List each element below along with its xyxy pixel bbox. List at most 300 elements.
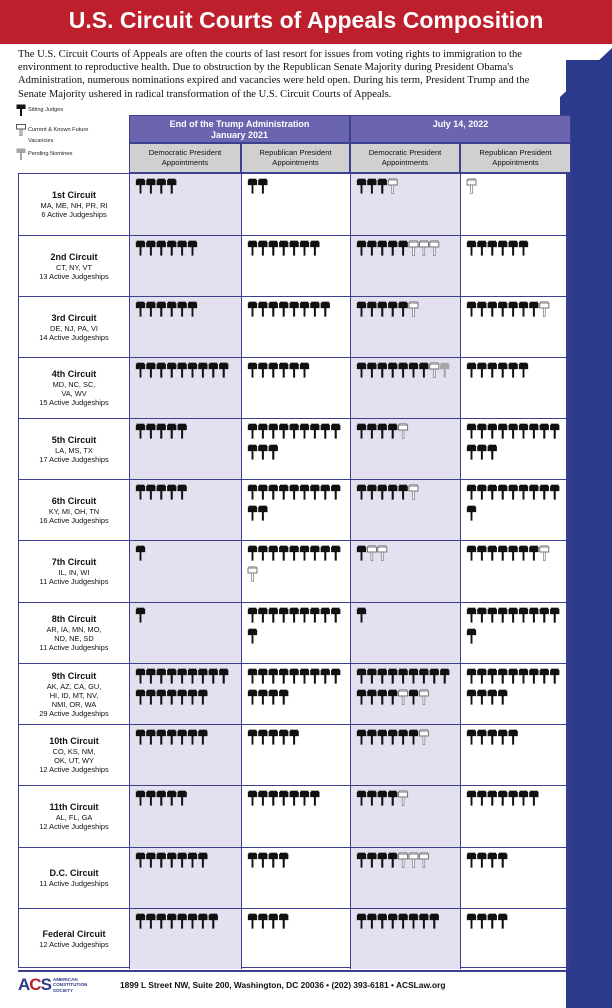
sitting-judge-gavel [269, 302, 278, 317]
sitting-judge-gavel [258, 853, 267, 868]
cell-jan2021-rep [242, 480, 351, 540]
circuit-row [19, 235, 568, 296]
cell-jan2021-rep [242, 174, 351, 235]
sitting-judge-gavel [269, 730, 278, 745]
sitting-judge-gavel [550, 608, 559, 623]
sitting-judge-gavel [357, 485, 366, 500]
sitting-judge-gavel [477, 730, 486, 745]
legend-pending [16, 148, 72, 160]
sitting-judge-gavel [519, 791, 528, 806]
sitting-judge-gavel [550, 669, 559, 684]
sitting-judge-gavel [509, 608, 518, 623]
sitting-judge-gavel [388, 669, 397, 684]
sitting-judge-gavel [367, 730, 376, 745]
sitting-judge-gavel [136, 485, 145, 500]
cell-jul2022-dem [351, 541, 461, 602]
sitting-judge-gavel [430, 669, 439, 684]
header-period-trump-label: End of the Trump Administration [169, 119, 310, 129]
sitting-judge-gavel [367, 791, 376, 806]
sitting-judge-gavel [290, 669, 299, 684]
judge-gavels [130, 419, 242, 480]
sitting-judge-gavel [248, 506, 257, 521]
sitting-judge-gavel [321, 485, 330, 500]
sitting-judge-gavel [279, 424, 288, 439]
sitting-judge-gavel [467, 546, 476, 561]
circuit-name: Federal Circuit [42, 929, 106, 939]
sitting-judge-gavel [367, 914, 376, 929]
sitting-judge-gavel [209, 363, 218, 378]
sitting-judge-gavel [219, 363, 228, 378]
sitting-judge-gavel [279, 669, 288, 684]
vacancy-gavel [419, 730, 428, 745]
sitting-judge-gavel [488, 363, 497, 378]
sitting-judge-gavel [419, 363, 428, 378]
sitting-judge-gavel [399, 485, 408, 500]
circuit-label [19, 236, 130, 296]
sitting-judge-gavel [529, 669, 538, 684]
sitting-judge-gavel [550, 485, 559, 500]
judge-gavels [351, 174, 461, 235]
vacancy-gavel [409, 302, 418, 317]
circuit-label [19, 848, 130, 908]
sitting-judge-gavel [279, 302, 288, 317]
sitting-judge-gavel [248, 791, 257, 806]
sitting-judge-gavel [258, 914, 267, 929]
judge-gavels [351, 236, 461, 297]
sitting-judge-gavel [498, 730, 507, 745]
sitting-judge-gavel [357, 179, 366, 194]
sitting-judge-gavel [357, 914, 366, 929]
sitting-judge-gavel [357, 363, 366, 378]
sitting-judge-gavel [477, 669, 486, 684]
cell-jul2022-rep [461, 236, 568, 296]
cell-jan2021-rep [242, 725, 351, 785]
cell-jan2021-dem [130, 358, 242, 418]
sitting-judge-gavel [157, 241, 166, 256]
judge-gavels [130, 297, 242, 358]
judge-gavels [130, 174, 242, 235]
sitting-judge-gavel [378, 690, 387, 705]
sitting-judge-gavel [290, 485, 299, 500]
sitting-judge-gavel [146, 485, 155, 500]
sitting-judge-gavel [357, 608, 366, 623]
sitting-judge-gavel [321, 669, 330, 684]
sitting-judge-gavel [357, 853, 366, 868]
circuit-judgeships: 16 Active Judgeships [39, 515, 109, 525]
sitting-judge-gavel [477, 690, 486, 705]
judge-gavels [461, 236, 568, 297]
judge-gavels [461, 541, 568, 603]
sitting-judge-gavel [157, 791, 166, 806]
sitting-judge-gavel [519, 608, 528, 623]
header-period-trump [129, 115, 350, 143]
sitting-judge-gavel [290, 424, 299, 439]
sitting-judge-gavel [467, 730, 476, 745]
title-bar [0, 0, 612, 44]
sitting-judge-gavel [300, 791, 309, 806]
vacancy-gavel [430, 363, 439, 378]
sitting-judge-gavel [136, 669, 145, 684]
sitting-judge-gavel [157, 302, 166, 317]
sitting-judge-gavel [167, 241, 176, 256]
vacancy-gavel [409, 853, 418, 868]
sitting-judge-gavel [467, 506, 476, 521]
sitting-judge-gavel [188, 914, 197, 929]
sitting-judge-gavel [467, 853, 476, 868]
sitting-judge-gavel [467, 363, 476, 378]
judge-gavels [461, 664, 568, 725]
sitting-judge-gavel [540, 424, 549, 439]
sitting-judge-gavel [136, 853, 145, 868]
cell-jul2022-rep [461, 664, 568, 724]
judge-gavels [130, 236, 242, 297]
judge-gavels [351, 664, 461, 725]
circuit-name: 1st Circuit [51, 190, 96, 200]
judge-gavels [461, 848, 568, 909]
header-period-current [350, 115, 571, 143]
judge-gavels [242, 541, 351, 603]
gavel-icon [16, 104, 26, 116]
sitting-judge-gavel [498, 791, 507, 806]
judge-gavels [461, 725, 568, 786]
sitting-judge-gavel [178, 424, 187, 439]
sitting-judge-gavel [498, 363, 507, 378]
sitting-judge-gavel [509, 302, 518, 317]
composition-table [18, 173, 570, 968]
sitting-judge-gavel [378, 853, 387, 868]
cell-jul2022-dem [351, 786, 461, 847]
cell-jan2021-rep [242, 848, 351, 908]
sitting-judge-gavel [290, 241, 299, 256]
sitting-judge-gavel [136, 424, 145, 439]
sitting-judge-gavel [550, 424, 559, 439]
sitting-judge-gavel [300, 302, 309, 317]
sitting-judge-gavel [378, 730, 387, 745]
cell-jan2021-dem [130, 725, 242, 785]
judge-gavels [242, 603, 351, 664]
circuit-row [19, 479, 568, 540]
legend-pending-label: Pending Nominee [28, 151, 73, 157]
sitting-judge-gavel [488, 853, 497, 868]
sitting-judge-gavel [477, 608, 486, 623]
sitting-judge-gavel [248, 669, 257, 684]
sitting-judge-gavel [488, 791, 497, 806]
sitting-judge-gavel [399, 302, 408, 317]
sitting-judge-gavel [409, 363, 418, 378]
sitting-judge-gavel [248, 853, 257, 868]
legend-sitting-label: Sitting Judges [28, 107, 64, 113]
sitting-judge-gavel [290, 791, 299, 806]
judge-gavels [130, 480, 242, 541]
judge-gavels [351, 297, 461, 358]
judge-gavels [242, 909, 351, 970]
sitting-judge-gavel [167, 791, 176, 806]
sitting-judge-gavel [477, 445, 486, 460]
judge-gavels [130, 786, 242, 848]
sitting-judge-gavel [258, 363, 267, 378]
cell-jul2022-dem [351, 419, 461, 479]
legend-vacancy [16, 124, 88, 136]
sitting-judge-gavel [157, 363, 166, 378]
sitting-judge-gavel [367, 669, 376, 684]
judge-gavels [461, 603, 568, 664]
sitting-judge-gavel [509, 669, 518, 684]
circuit-label [19, 725, 130, 785]
sitting-judge-gavel [269, 546, 278, 561]
cell-jul2022-rep [461, 541, 568, 602]
sitting-judge-gavel [378, 485, 387, 500]
sitting-judge-gavel [157, 690, 166, 705]
vacancy-gavel [409, 241, 418, 256]
judge-gavels [242, 664, 351, 725]
sitting-judge-gavel [519, 485, 528, 500]
cell-jul2022-dem [351, 236, 461, 296]
sitting-judge-gavel [498, 302, 507, 317]
vacancy-gavel [399, 791, 408, 806]
sitting-judge-gavel [248, 363, 257, 378]
judge-gavels [242, 419, 351, 480]
sitting-judge-gavel [146, 690, 155, 705]
sitting-judge-gavel [477, 241, 486, 256]
vacancy-gavel [419, 853, 428, 868]
sitting-judge-gavel [430, 914, 439, 929]
sitting-judge-gavel [258, 791, 267, 806]
sitting-judge-gavel [467, 241, 476, 256]
cell-jan2021-rep [242, 664, 351, 724]
cell-jul2022-rep [461, 480, 568, 540]
sitting-judge-gavel [178, 363, 187, 378]
sitting-judge-gavel [409, 730, 418, 745]
header-rep-jan2021: Republican President Appointments [241, 143, 350, 173]
cell-jan2021-dem [130, 541, 242, 602]
judge-gavels [242, 786, 351, 848]
circuit-judgeships: 13 Active Judgeships [39, 271, 109, 281]
cell-jan2021-dem [130, 236, 242, 296]
sitting-judge-gavel [258, 608, 267, 623]
sitting-judge-gavel [146, 241, 155, 256]
sitting-judge-gavel [357, 791, 366, 806]
cell-jul2022-dem [351, 297, 461, 357]
sitting-judge-gavel [519, 546, 528, 561]
circuit-judgeships: 11 Active Judgeships [39, 643, 109, 652]
sitting-judge-gavel [388, 914, 397, 929]
sitting-judge-gavel [146, 853, 155, 868]
sitting-judge-gavel [409, 690, 418, 705]
circuit-name: 6th Circuit [51, 495, 97, 506]
circuit-states: IL, IN, WI [58, 568, 90, 577]
circuit-name: 4th Circuit [51, 369, 97, 379]
sitting-judge-gavel [399, 730, 408, 745]
sitting-judge-gavel [477, 914, 486, 929]
sitting-judge-gavel [399, 241, 408, 256]
vacancy-gavel [540, 546, 549, 561]
judge-gavels [351, 419, 461, 480]
sitting-judge-gavel [509, 546, 518, 561]
sitting-judge-gavel [409, 669, 418, 684]
sitting-judge-gavel [157, 853, 166, 868]
judge-gavels [461, 358, 568, 419]
sitting-judge-gavel [167, 485, 176, 500]
sitting-judge-gavel [310, 669, 319, 684]
sitting-judge-gavel [477, 546, 486, 561]
sitting-judge-gavel [467, 791, 476, 806]
sitting-judge-gavel [136, 179, 145, 194]
vacancy-gavel [419, 690, 428, 705]
sitting-judge-gavel [310, 302, 319, 317]
circuit-label [19, 664, 130, 724]
sitting-judge-gavel [248, 424, 257, 439]
sitting-judge-gavel [367, 853, 376, 868]
cell-jan2021-dem [130, 786, 242, 847]
circuit-states: AK, AZ, CA, GU, HI, ID, MT, NV, NMI, OR, WA [46, 681, 102, 709]
sitting-judge-gavel [310, 241, 319, 256]
sitting-judge-gavel [198, 363, 207, 378]
circuit-states: CT, NY, VT [55, 262, 92, 272]
sitting-judge-gavel [167, 853, 176, 868]
judge-gavels [351, 848, 461, 909]
sitting-judge-gavel [540, 485, 549, 500]
sitting-judge-gavel [529, 608, 538, 623]
sitting-judge-gavel [188, 241, 197, 256]
circuit-states: MD, NC, SC, VA, WV [52, 380, 96, 398]
sitting-judge-gavel [498, 241, 507, 256]
sitting-judge-gavel [419, 914, 428, 929]
sitting-judge-gavel [279, 690, 288, 705]
cell-jul2022-rep [461, 358, 568, 418]
sitting-judge-gavel [388, 730, 397, 745]
sitting-judge-gavel [488, 546, 497, 561]
vacancy-gavel [367, 546, 376, 561]
circuit-name: 9th Circuit [51, 670, 97, 681]
pending-gavel-icon [16, 148, 26, 160]
circuit-name: 2nd Circuit [50, 251, 98, 262]
sitting-judge-gavel [378, 302, 387, 317]
sitting-judge-gavel [357, 302, 366, 317]
circuit-judgeships: 17 Active Judgeships [39, 454, 109, 464]
sitting-judge-gavel [136, 241, 145, 256]
circuit-name: 11th Circuit [49, 802, 99, 812]
circuit-row [19, 724, 568, 785]
sitting-judge-gavel [258, 506, 267, 521]
sitting-judge-gavel [367, 302, 376, 317]
sitting-judge-gavel [167, 914, 176, 929]
sitting-judge-gavel [178, 914, 187, 929]
sitting-judge-gavel [477, 791, 486, 806]
sitting-judge-gavel [157, 485, 166, 500]
circuit-label [19, 480, 130, 540]
sitting-judge-gavel [367, 241, 376, 256]
sitting-judge-gavel [167, 302, 176, 317]
sitting-judge-gavel [269, 690, 278, 705]
cell-jul2022-rep [461, 419, 568, 479]
sitting-judge-gavel [310, 791, 319, 806]
sitting-judge-gavel [529, 302, 538, 317]
sitting-judge-gavel [188, 853, 197, 868]
sitting-judge-gavel [146, 179, 155, 194]
circuit-states: DE, NJ, PA, VI [50, 323, 98, 333]
judge-gavels [351, 909, 461, 970]
sitting-judge-gavel [188, 669, 197, 684]
sitting-judge-gavel [136, 690, 145, 705]
circuit-row [19, 602, 568, 663]
sitting-judge-gavel [477, 853, 486, 868]
logo-line-1: AMERICAN [52, 977, 78, 983]
sitting-judge-gavel [219, 669, 228, 684]
sitting-judge-gavel [467, 424, 476, 439]
judge-gavels [130, 725, 242, 786]
cell-jul2022-rep [461, 725, 568, 785]
vacancy-gavel [540, 302, 549, 317]
sitting-judge-gavel [509, 730, 518, 745]
cell-jul2022-rep [461, 909, 568, 969]
cell-jul2022-rep [461, 786, 568, 847]
judge-gavels [461, 419, 568, 480]
sitting-judge-gavel [488, 730, 497, 745]
logo-line-2: CONSTITUTION [52, 982, 88, 988]
sitting-judge-gavel [300, 669, 309, 684]
circuit-row [19, 847, 568, 908]
sitting-judge-gavel [279, 730, 288, 745]
judge-gavels [242, 480, 351, 541]
sitting-judge-gavel [300, 363, 309, 378]
cell-jan2021-dem [130, 419, 242, 479]
sitting-judge-gavel [167, 424, 176, 439]
sitting-judge-gavel [209, 669, 218, 684]
sitting-judge-gavel [258, 241, 267, 256]
sitting-judge-gavel [331, 546, 340, 561]
sitting-judge-gavel [367, 690, 376, 705]
circuit-states: KY, MI, OH, TN [48, 506, 100, 516]
sitting-judge-gavel [146, 363, 155, 378]
sitting-judge-gavel [509, 363, 518, 378]
sitting-judge-gavel [321, 424, 330, 439]
circuit-label [19, 603, 130, 663]
judge-gavels [461, 174, 568, 235]
circuit-label [19, 358, 130, 418]
sitting-judge-gavel [321, 608, 330, 623]
sitting-judge-gavel [378, 363, 387, 378]
sitting-judge-gavel [388, 424, 397, 439]
legend-vacancy-label-2: Vacancies [28, 138, 54, 144]
sitting-judge-gavel [467, 302, 476, 317]
footer-address: 1899 L Street NW, Suite 200, Washington, DC 20036 • (202) 393-6181 • ACSLaw.org [120, 980, 446, 990]
sitting-judge-gavel [378, 424, 387, 439]
sitting-judge-gavel [388, 485, 397, 500]
sitting-judge-gavel [477, 363, 486, 378]
sitting-judge-gavel [188, 302, 197, 317]
sitting-judge-gavel [367, 363, 376, 378]
sitting-judge-gavel [178, 485, 187, 500]
navy-sidebar-decor [566, 60, 612, 1008]
circuit-judgeships: 29 Active Judgeships [39, 708, 109, 718]
vacancy-gavel [419, 241, 428, 256]
sitting-judge-gavel [357, 546, 366, 561]
sitting-judge-gavel [498, 608, 507, 623]
sitting-judge-gavel [378, 914, 387, 929]
sitting-judge-gavel [248, 629, 257, 644]
sitting-judge-gavel [310, 546, 319, 561]
sitting-judge-gavel [146, 424, 155, 439]
sitting-judge-gavel [529, 791, 538, 806]
sitting-judge-gavel [136, 608, 145, 623]
sitting-judge-gavel [529, 546, 538, 561]
circuit-label [19, 909, 130, 969]
sitting-judge-gavel [378, 241, 387, 256]
sitting-judge-gavel [136, 546, 145, 561]
sitting-judge-gavel [498, 853, 507, 868]
sitting-judge-gavel [388, 791, 397, 806]
sitting-judge-gavel [157, 914, 166, 929]
